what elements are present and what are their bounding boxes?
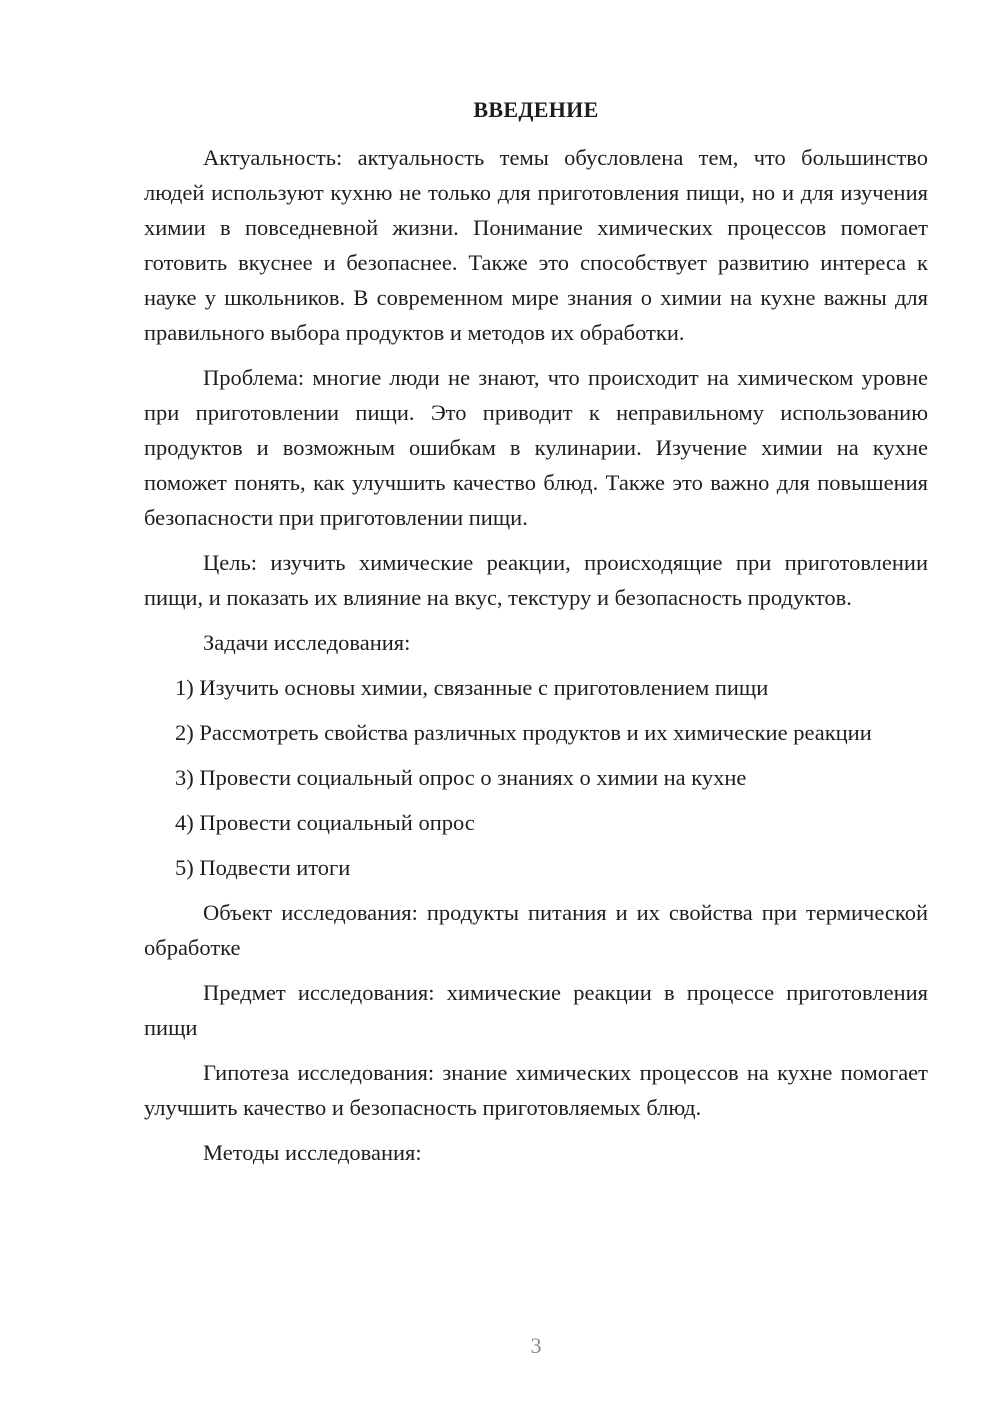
paragraph-subject: Предмет исследования: химические реакции в процессе приготовления пищи bbox=[144, 980, 928, 1040]
paragraph-goal: Цель: изучить химические реакции, происходящие при приготовлении пищи, и показать их влияние на вкус, текстуру и безопасность продуктов. bbox=[144, 550, 928, 610]
task-item-2: 2) Рассмотреть свойства различных продуктов и их химические реакции bbox=[175, 720, 872, 745]
paragraph-relevance: Актуальность: актуальность темы обусловлена тем, что большинство людей используют кухню не только для приготовления пищи, но и для изучения химии в повседневной жизни. Понимание химических процессов помогает готовить вкуснее и безопаснее. Также это способствует развитию интереса к науке у школьников. В современном мире знания о химии на кухне важны для правильного выбора продуктов и методов их обработки. bbox=[144, 145, 928, 345]
task-item-1: 1) Изучить основы химии, связанные с приготовлением пищи bbox=[175, 675, 769, 700]
paragraph-problem: Проблема: многие люди не знают, что происходит на химическом уровне при приготовлении пищи. Это приводит к неправильному использованию продуктов и возможным ошибкам в кулинарии. Изучение химии на кухне поможет понять, как улучшить качество блюд. Также это важно для повышения безопасности при приготовлении пищи. bbox=[144, 365, 928, 530]
paragraph-hypothesis: Гипотеза исследования: знание химических процессов на кухне помогает улучшить качество и безопасность приготовляемых блюд. bbox=[144, 1060, 928, 1120]
page-number: 3 bbox=[530, 1333, 542, 1358]
paragraph-tasks-intro: Задачи исследования: bbox=[203, 630, 411, 655]
task-item-3: 3) Провести социальный опрос о знаниях о химии на кухне bbox=[175, 765, 747, 790]
paragraph-object: Объект исследования: продукты питания и их свойства при термической обработке bbox=[144, 900, 928, 960]
task-item-5: 5) Подвести итоги bbox=[175, 855, 351, 880]
document-page bbox=[144, 92, 928, 1180]
task-item-4: 4) Провести социальный опрос bbox=[175, 810, 475, 835]
section-heading: ВВЕДЕНИЕ bbox=[473, 97, 599, 122]
paragraph-methods: Методы исследования: bbox=[203, 1140, 422, 1165]
